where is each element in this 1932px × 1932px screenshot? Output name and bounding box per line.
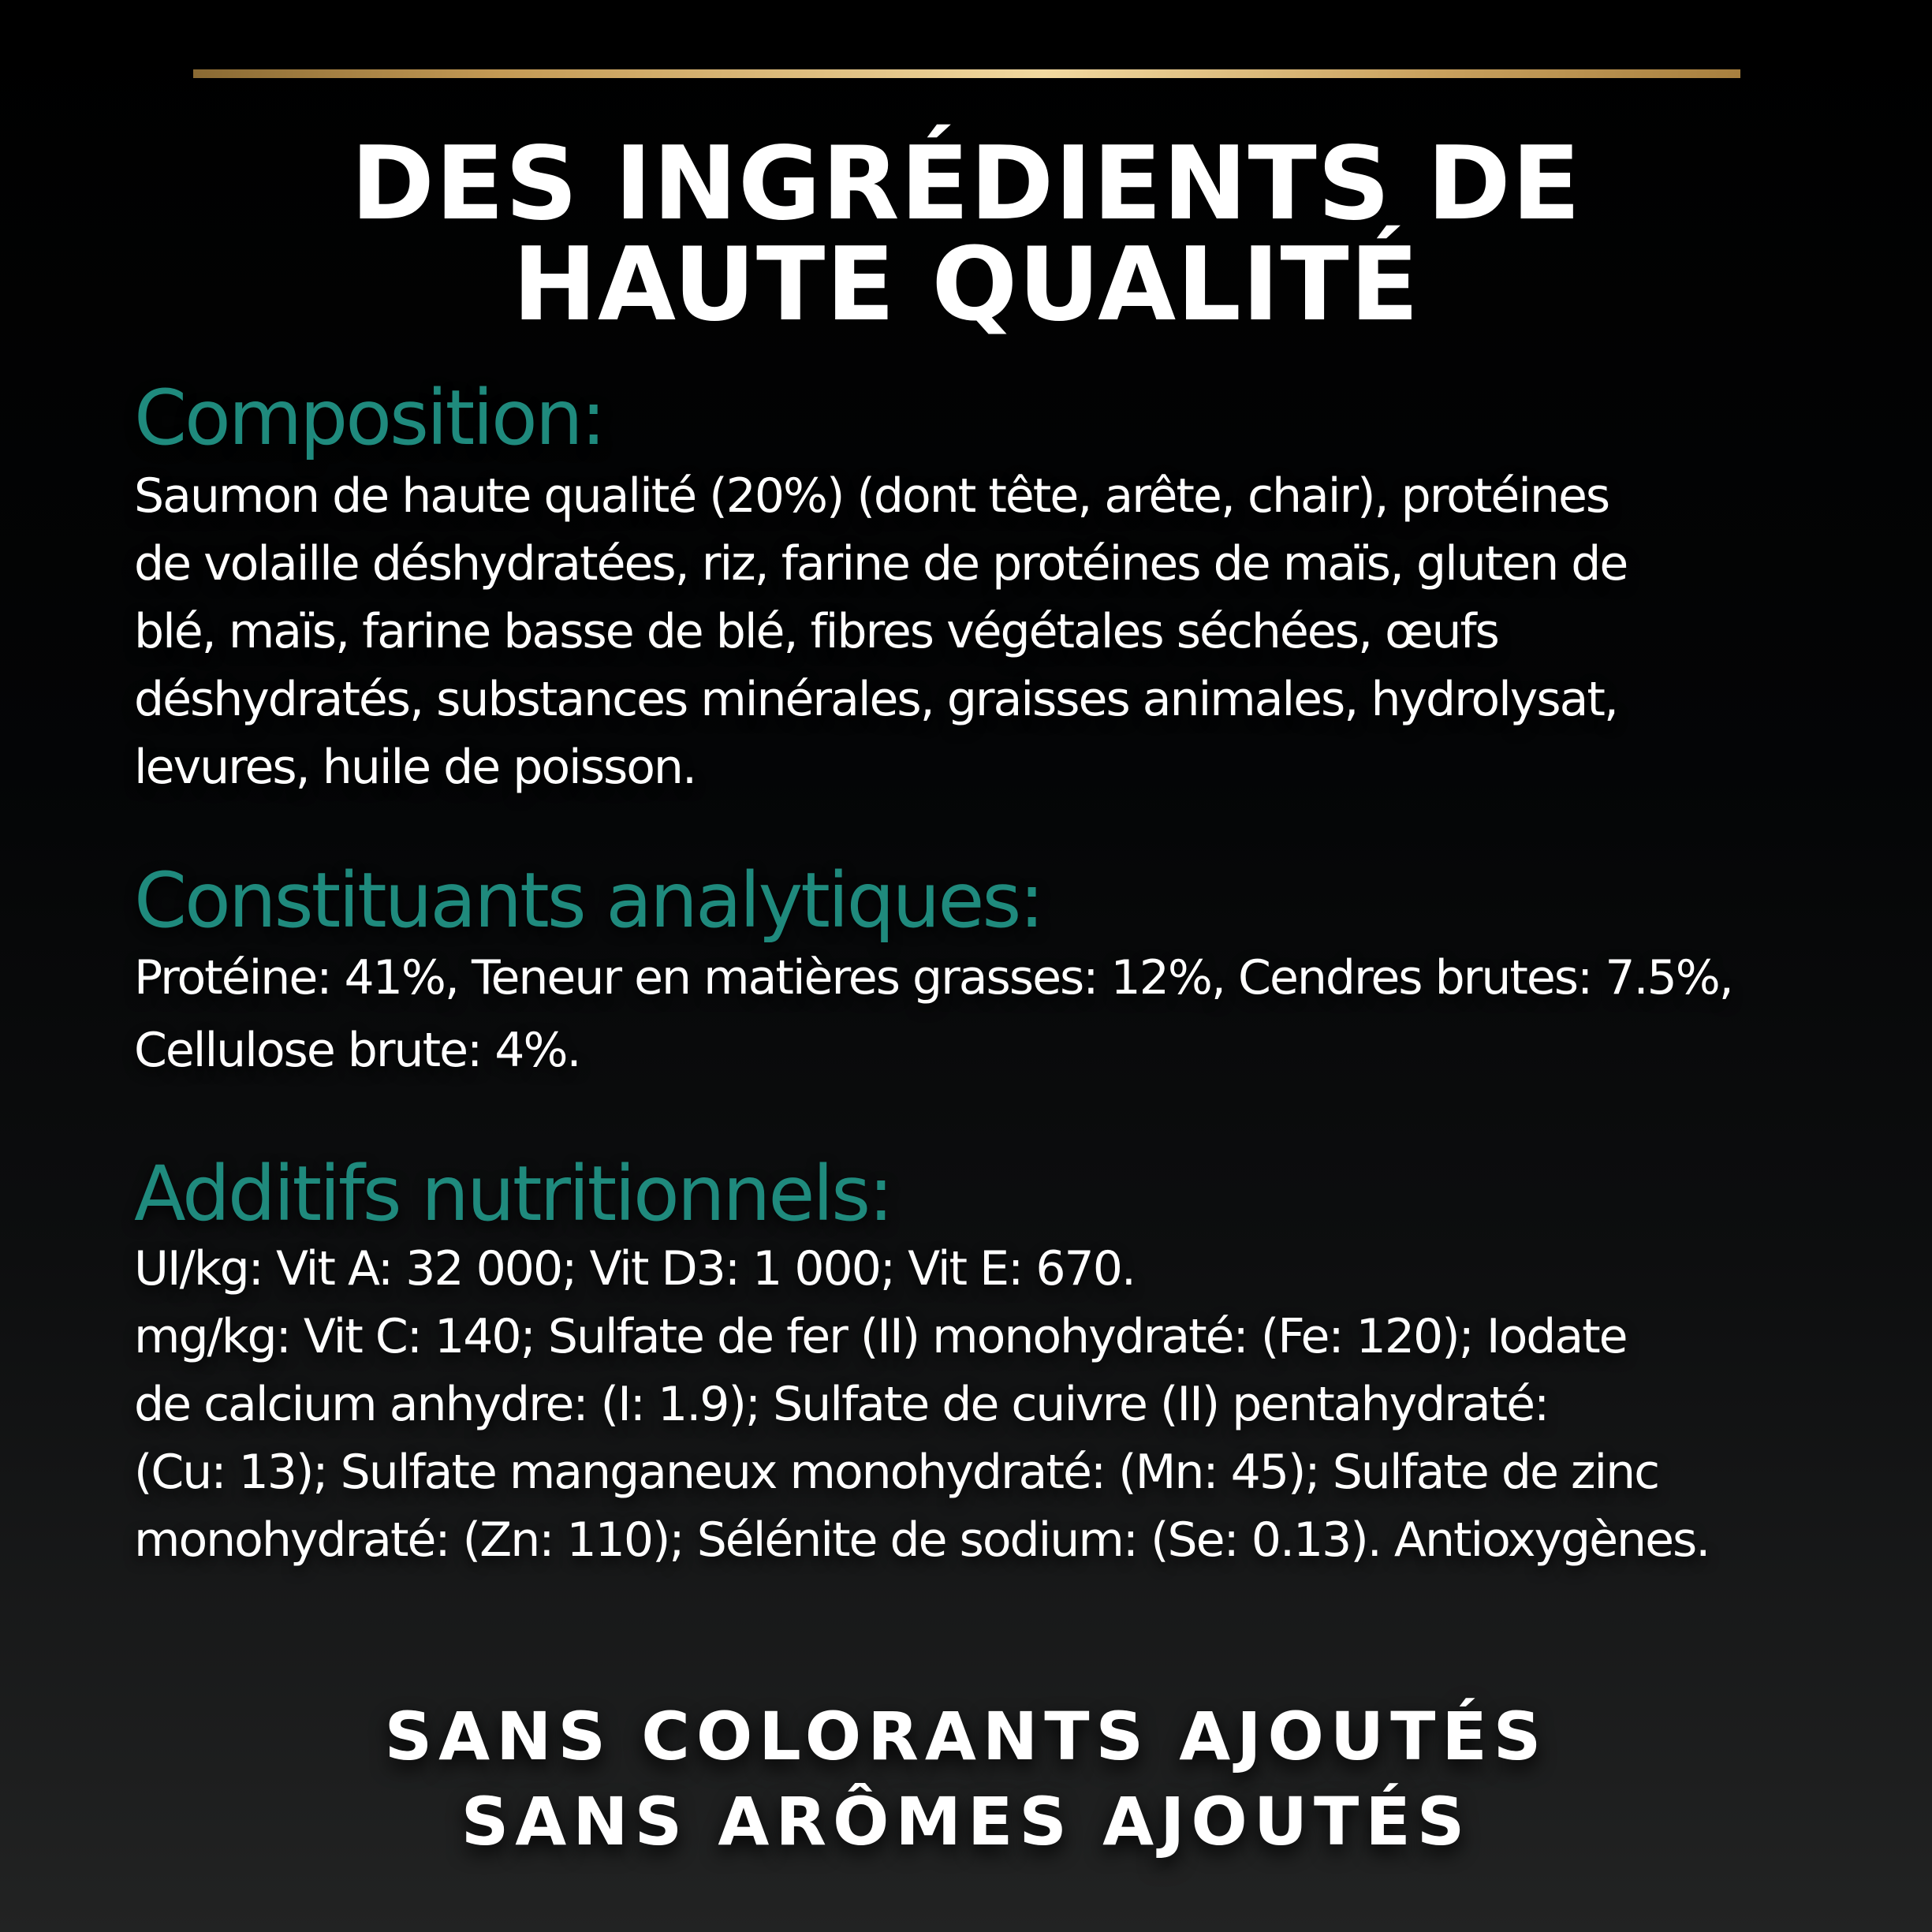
- gold-divider: [193, 69, 1740, 78]
- headline-line-2: HAUTE QUALITÉ: [512, 226, 1420, 344]
- additives-line: de calcium anhydre: (I: 1.9); Sulfate de cuivre (II) pentahydraté:: [134, 1377, 1549, 1432]
- additives-line: monohydraté: (Zn: 110); Sélénite de sodium: (Se: 0.13). Antioxygènes.: [134, 1512, 1710, 1568]
- analytical-constituents-text: [134, 942, 1908, 1087]
- analytical-line: Cellulose brute: 4%.: [134, 1023, 580, 1078]
- composition-line: déshydratés, substances minérales, graisses animales, hydrolysat,: [134, 672, 1617, 727]
- headline-line-1: DES INGRÉDIENTS DE: [350, 125, 1582, 243]
- composition-title: Composition:: [134, 374, 604, 462]
- composition-line: Saumon de haute qualité (20%) (dont tête, arête, chair), protéines: [134, 468, 1609, 524]
- composition-line: de volaille déshydratées, riz, farine de protéines de maïs, gluten de: [134, 536, 1628, 591]
- analytical-constituents-title: Constituants analytiques:: [134, 856, 1042, 945]
- analytical-line: Protéine: 41%, Teneur en matières grasses: 12%, Cendres brutes: 7.5%,: [134, 950, 1732, 1005]
- no-added-flavors-claim: SANS ARÔMES AJOUTÉS: [461, 1783, 1471, 1860]
- additives-line: mg/kg: Vit C: 140; Sulfate de fer (II) monohydraté: (Fe: 120); Iodate: [134, 1309, 1627, 1364]
- no-added-colorants-claim: SANS COLORANTS AJOUTÉS: [384, 1698, 1548, 1775]
- additives-line: UI/kg: Vit A: 32 000; Vit D3: 1 000; Vit E: 670.: [134, 1241, 1135, 1296]
- composition-section: [134, 374, 1908, 801]
- analytical-constituents-section: [134, 856, 1908, 1087]
- nutritional-additives-title: Additifs nutritionnels:: [134, 1150, 892, 1238]
- additives-line: (Cu: 13); Sulfate manganeux monohydraté: (Mn: 45); Sulfate de zinc: [134, 1445, 1659, 1500]
- footer-claims: [0, 1694, 1932, 1864]
- headline: [0, 125, 1932, 344]
- nutritional-additives-section: [134, 1150, 1908, 1574]
- composition-line: levures, huile de poisson.: [134, 740, 696, 795]
- composition-text: [134, 462, 1908, 801]
- composition-line: blé, maïs, farine basse de blé, fibres végétales séchées, œufs: [134, 604, 1498, 659]
- nutritional-additives-text: [134, 1235, 1908, 1574]
